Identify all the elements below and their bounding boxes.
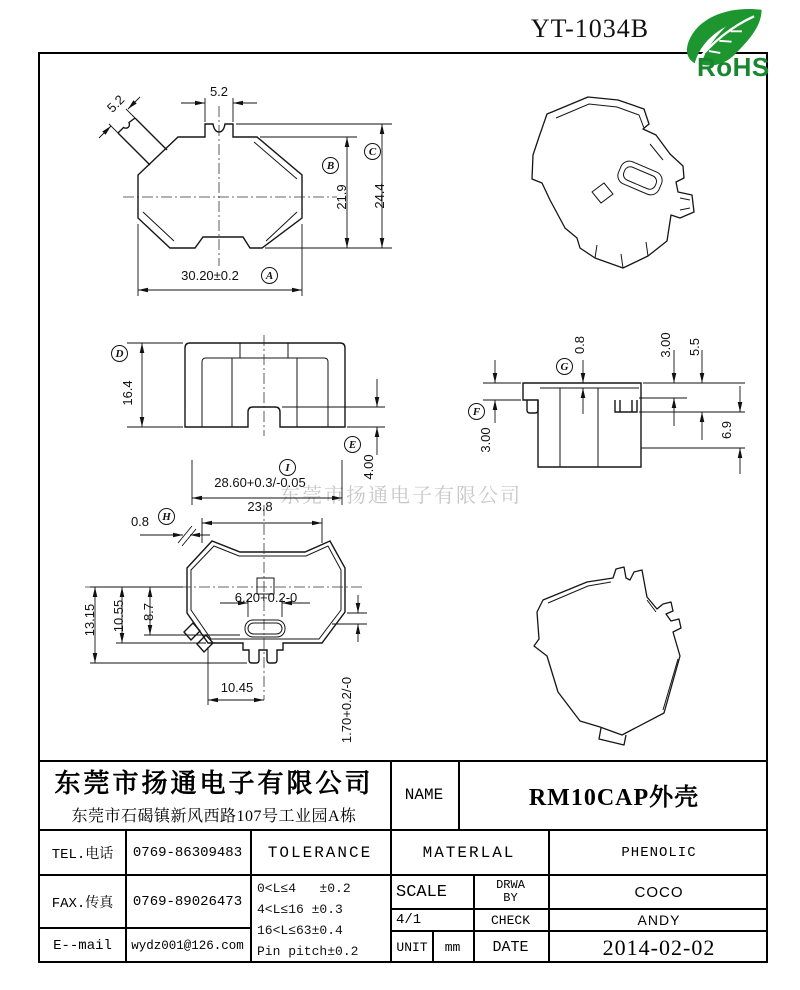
dim-bottom-overall-width: 28.60+0.3/-0.05 xyxy=(214,475,306,490)
dim-corner-tab-width: 5.2 xyxy=(103,91,128,116)
name-value: RM10CAP外壳 xyxy=(528,785,700,811)
check-value: ANDY xyxy=(637,912,681,928)
tolerance-table xyxy=(252,876,393,963)
dim-slot-width: 6.20+0.2-0 xyxy=(234,590,298,605)
datum-letter-i: I xyxy=(279,459,296,476)
dim-pin-span: 10.45 xyxy=(220,680,254,695)
scale-label: SCALE xyxy=(396,882,448,902)
unit-label: UNIT xyxy=(396,940,428,955)
dim-step-height: 3.00 xyxy=(658,332,673,358)
drwa-by-line1: DRWA xyxy=(496,878,525,892)
tolerance-line: 0<L≤4 ±0.2 xyxy=(257,880,351,896)
dim-lip-thickness: 1.70+0.2/-0 xyxy=(339,676,354,744)
datum-letter-g: G xyxy=(556,358,573,375)
drwa-by-value: COCO xyxy=(634,883,684,901)
datum-letter-b: B xyxy=(322,157,339,174)
datum-letter-d: D xyxy=(111,345,128,362)
drwa-by-line2: BY xyxy=(503,891,518,905)
dim-overall-width: 30.20±0.2 xyxy=(181,268,239,283)
datum-letter-e: E xyxy=(344,436,361,453)
dim-wall-thickness: 0.8 xyxy=(130,514,150,529)
side-view-drawing xyxy=(455,330,755,480)
dim-total-height: 24.4 xyxy=(372,183,387,209)
dim-notch-depth: 4.00 xyxy=(361,454,376,480)
tolerance-header: TOLERANCE xyxy=(267,843,373,862)
datum-letter-a: A xyxy=(261,267,278,284)
dim-front-height: 16.4 xyxy=(120,380,135,406)
drwa-by-label xyxy=(475,876,546,908)
scale-value: 4/1 xyxy=(396,912,422,928)
name-label: NAME xyxy=(404,785,444,804)
tolerance-line: 16<L≤63±0.4 xyxy=(257,922,343,938)
dim-lip-height: 5.5 xyxy=(687,337,702,357)
dim-top-plate: 0.8 xyxy=(572,335,587,355)
document-number: YT-1034B xyxy=(530,14,650,43)
check-label: CHECK xyxy=(490,912,530,928)
unit-value: mm xyxy=(444,940,461,955)
rohs-label: RoHS xyxy=(697,52,770,82)
date-label: DATE xyxy=(492,939,529,956)
material-value: PHENOLIC xyxy=(621,844,697,861)
material-label: MATERLAL xyxy=(422,843,516,862)
fax-label: FAX.传真 xyxy=(51,895,114,912)
fax-value: 0769-89026473 xyxy=(132,893,243,910)
dim-depth-inner: 8.7 xyxy=(141,602,156,622)
company-address: 东莞市石碣镇新风西路107号工业园A栋 xyxy=(71,807,357,825)
email-value: wydz001@126.com xyxy=(131,939,244,953)
tel-value: 0769-86309483 xyxy=(132,844,243,861)
isometric-view-top xyxy=(500,82,700,282)
dim-top-tab-width: 5.2 xyxy=(209,84,229,99)
tel-label: TEL.电话 xyxy=(51,846,114,863)
watermark-text: 东莞市扬通电子有限公司 xyxy=(280,485,522,507)
date-value: 2014-02-02 xyxy=(602,934,716,960)
dim-inner-width: 23.8 xyxy=(247,499,273,514)
datum-letter-f: F xyxy=(468,403,485,420)
dim-flange-thickness: 3.00 xyxy=(478,427,493,453)
datum-letter-h: H xyxy=(158,508,175,525)
isometric-view-bottom xyxy=(510,555,700,760)
tolerance-line: Pin pitch±0.2 xyxy=(257,943,359,959)
email-label: E--mail xyxy=(53,938,112,954)
dim-body-depth: 6.9 xyxy=(719,420,734,440)
dim-depth-mid: 10.55 xyxy=(111,599,126,633)
dim-body-height: 21.9 xyxy=(334,184,349,210)
dim-depth-total: 13.15 xyxy=(82,603,97,637)
tolerance-line: 4<L≤16 ±0.3 xyxy=(257,901,343,917)
datum-letter-c: C xyxy=(364,143,381,160)
company-name: 东莞市扬通电子有限公司 xyxy=(54,768,374,798)
